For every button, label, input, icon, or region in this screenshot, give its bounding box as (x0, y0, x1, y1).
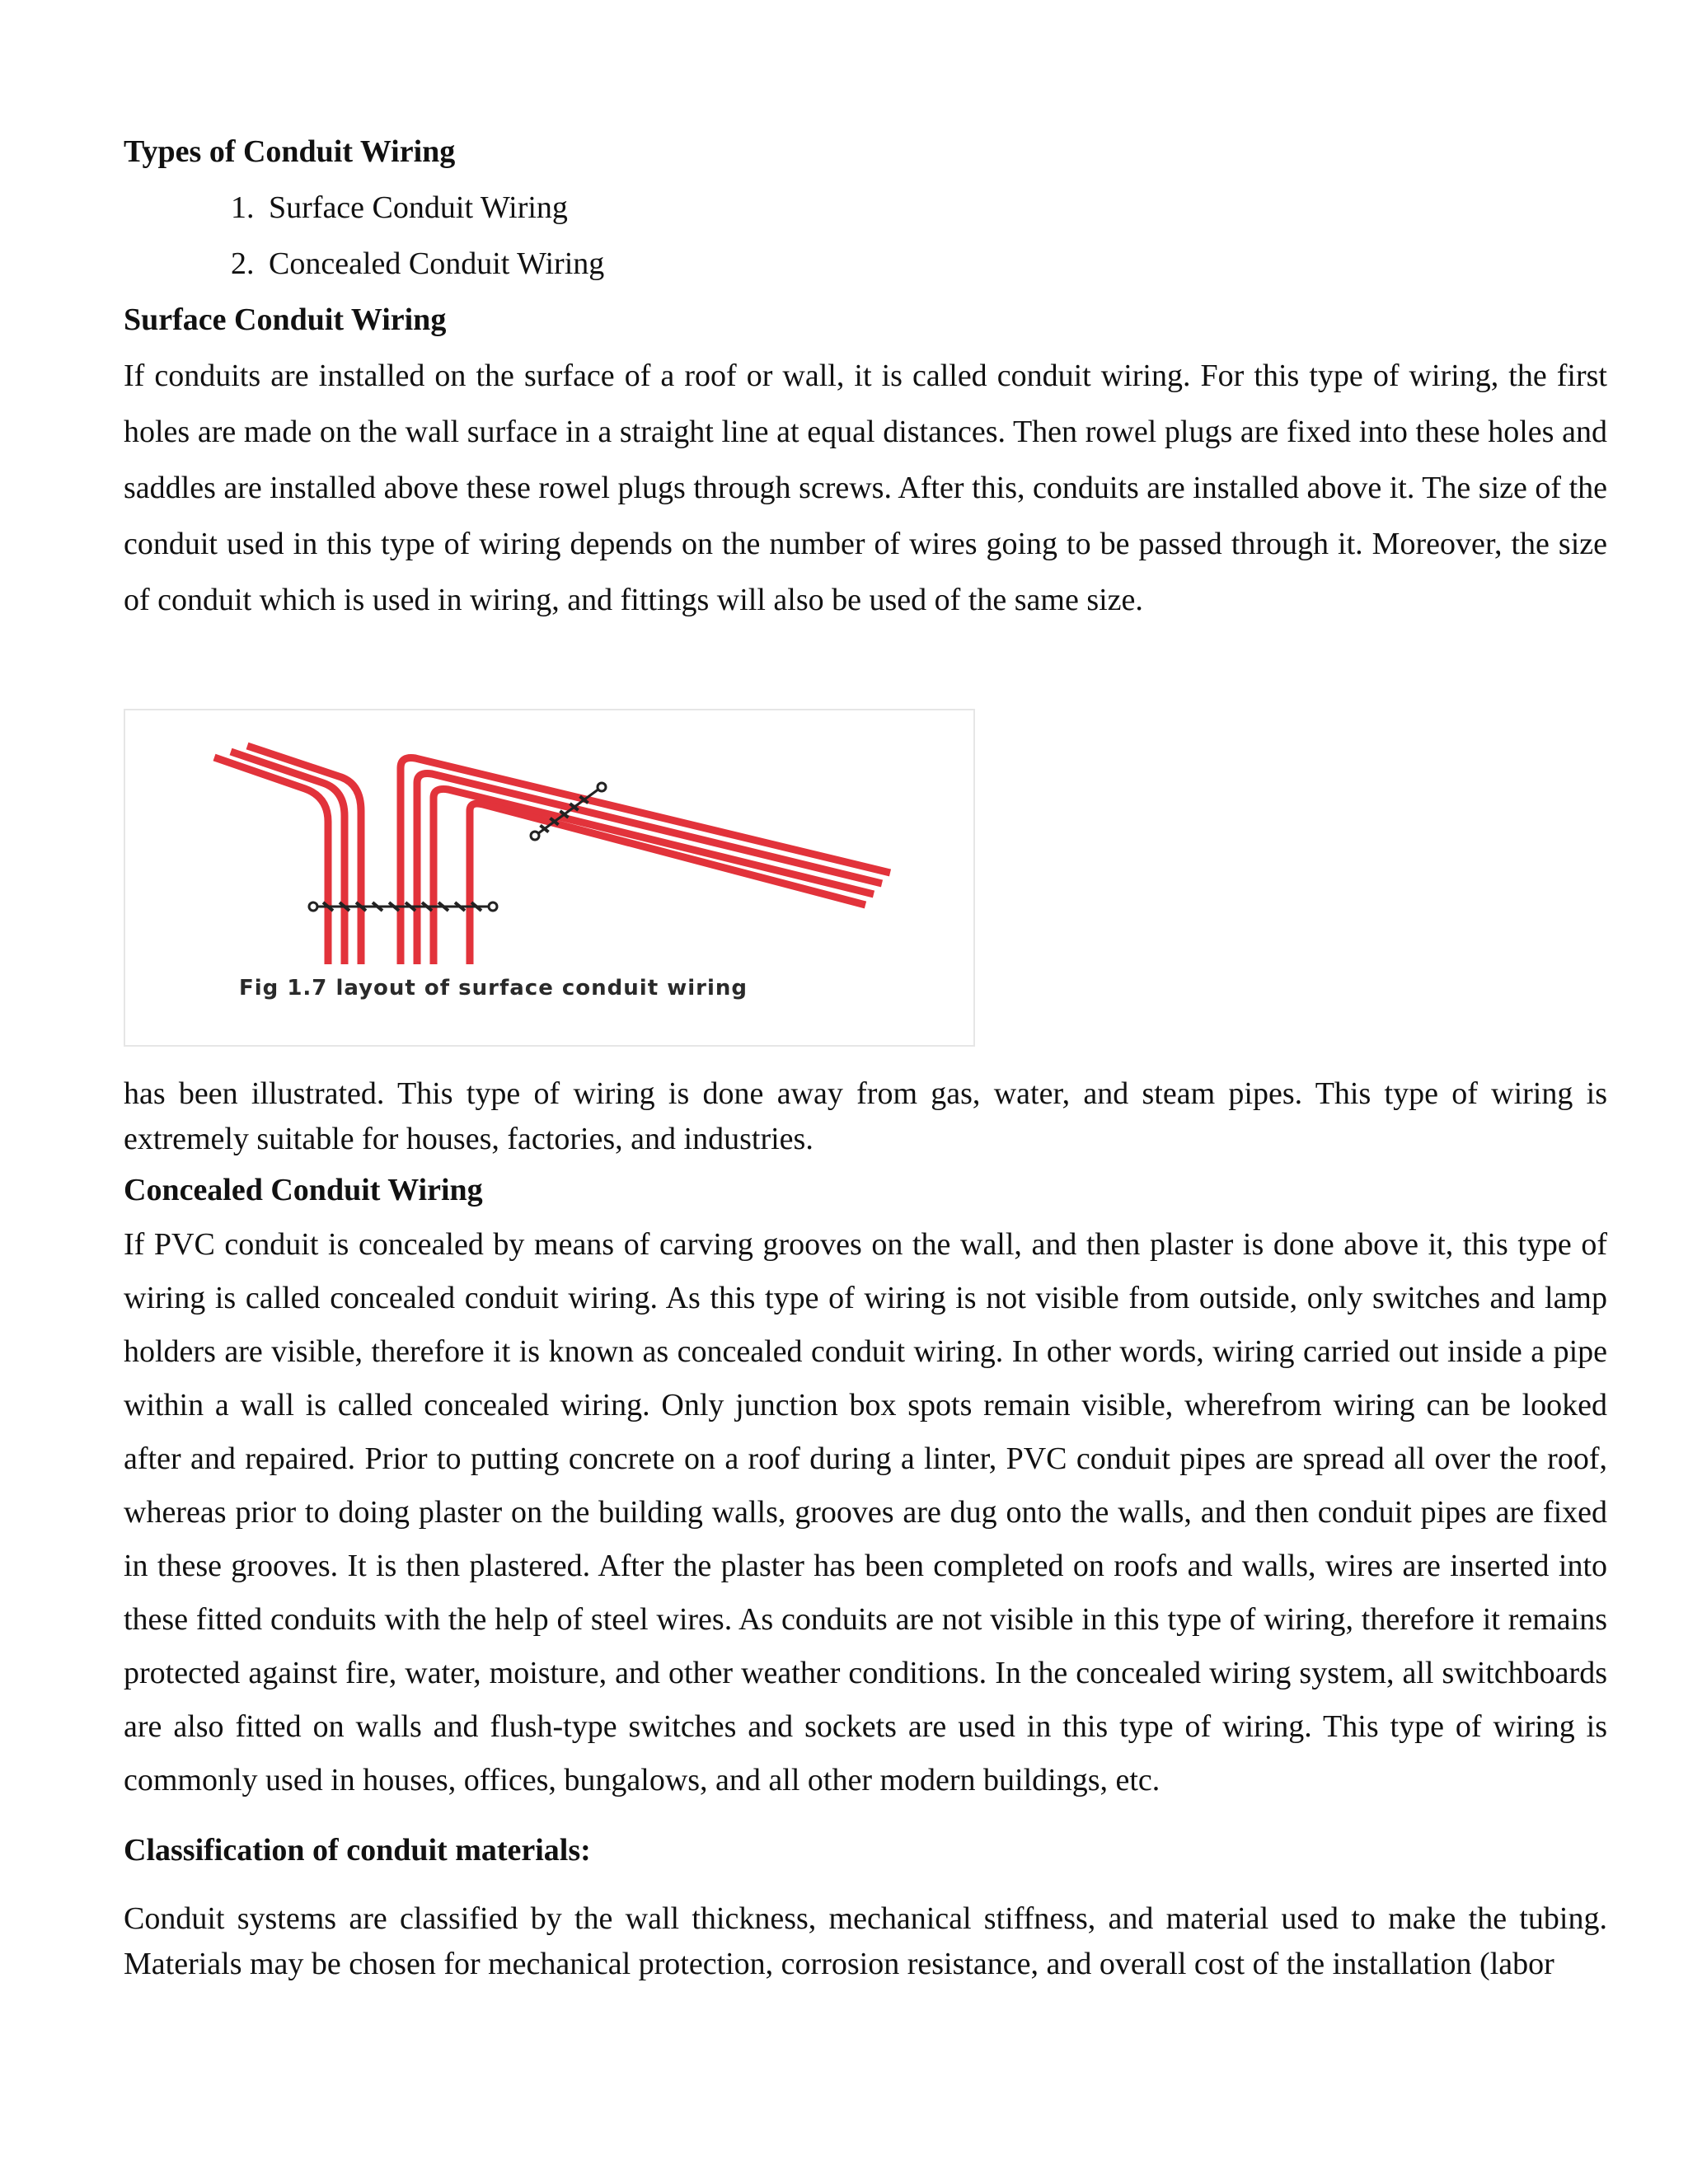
figure-surface-conduit-layout (124, 709, 975, 1047)
list-item: 1. Surface Conduit Wiring (262, 180, 1607, 236)
figure-caption: Fig 1.7 layout of surface conduit wiring (239, 976, 748, 1001)
saddle-screw (598, 783, 606, 791)
conduit-pipe (214, 757, 328, 964)
paragraph-concealed-wiring: If PVC conduit is concealed by means of carving grooves on the wall, and then plaster is done above it, this type of wiring is called concealed conduit wiring. As this type of wiring is not visible from outside, only switches and lamp holders are visible, therefore it is known as concealed conduit wiring. In other words, wiring carried out inside a pipe within a wall is called concealed wiring. Only junction box spots remain visible, wherefrom wiring can be looked after and repaired. Prior to putting concrete on a roof during a linter, PVC conduit pipes are spread all over the roof, whereas prior to doing plaster on the building walls, grooves are dug onto the walls, and then conduit pipes are fixed in these grooves. It is then plastered. After the plaster has been completed on roofs and walls, wires are inserted into these fitted conduits with the help of steel wires. As conduits are not visible in this type of wiring, therefore it remains protected against fire, water, moisture, and other weather conditions. In the concealed wiring system, all switchboards are also fitted on walls and flush-type switches and sockets are used in this type of wiring. This type of wiring is commonly used in houses, offices, bungalows, and all other modern buildings, etc. (124, 1227, 1607, 1797)
paragraph-surface-wiring: If conduits are installed on the surface of a roof or wall, it is called conduit wiring. For this type of wiring, the first holes are made on the wall surface in a straight line at equal distances. Then rowel plugs are fixed into these holes and saddles are installed above these rowel plugs through screws. After this, conduits are installed above it. The size of the conduit used in this type of wiring depends on the number of wires going to be passed through it. Moreover, the size of conduit which is used in wiring, and fittings will also be used of the same size. (124, 359, 1607, 617)
list-item: 2. Concealed Conduit Wiring (262, 236, 1607, 292)
heading-classification-conduit-materials: Classification of conduit materials: (124, 1833, 591, 1868)
conduit-pipe (401, 758, 890, 965)
heading-concealed-conduit-wiring: Concealed Conduit Wiring (124, 1173, 483, 1207)
paragraph-after-figure: has been illustrated. This type of wiring is done away from gas, water, and steam pipes. This type of wiring is extremely suitable for houses, factories, and industries. (124, 1076, 1607, 1156)
paragraph-classification: Conduit systems are classified by the wall thickness, mechanical stiffness, and material used to make the tubing. Materials may be chosen for mechanical protection, corrosion resistance, and overall cost of the installation (labor (124, 1901, 1607, 1981)
saddle-screw (309, 902, 317, 911)
types-list (124, 180, 1607, 292)
saddle-screw (531, 832, 539, 840)
heading-types-of-conduit-wiring: Types of Conduit Wiring (124, 134, 456, 169)
document-content (124, 124, 1607, 1987)
saddle-screw (489, 902, 497, 911)
heading-surface-conduit-wiring: Surface Conduit Wiring (124, 302, 447, 337)
